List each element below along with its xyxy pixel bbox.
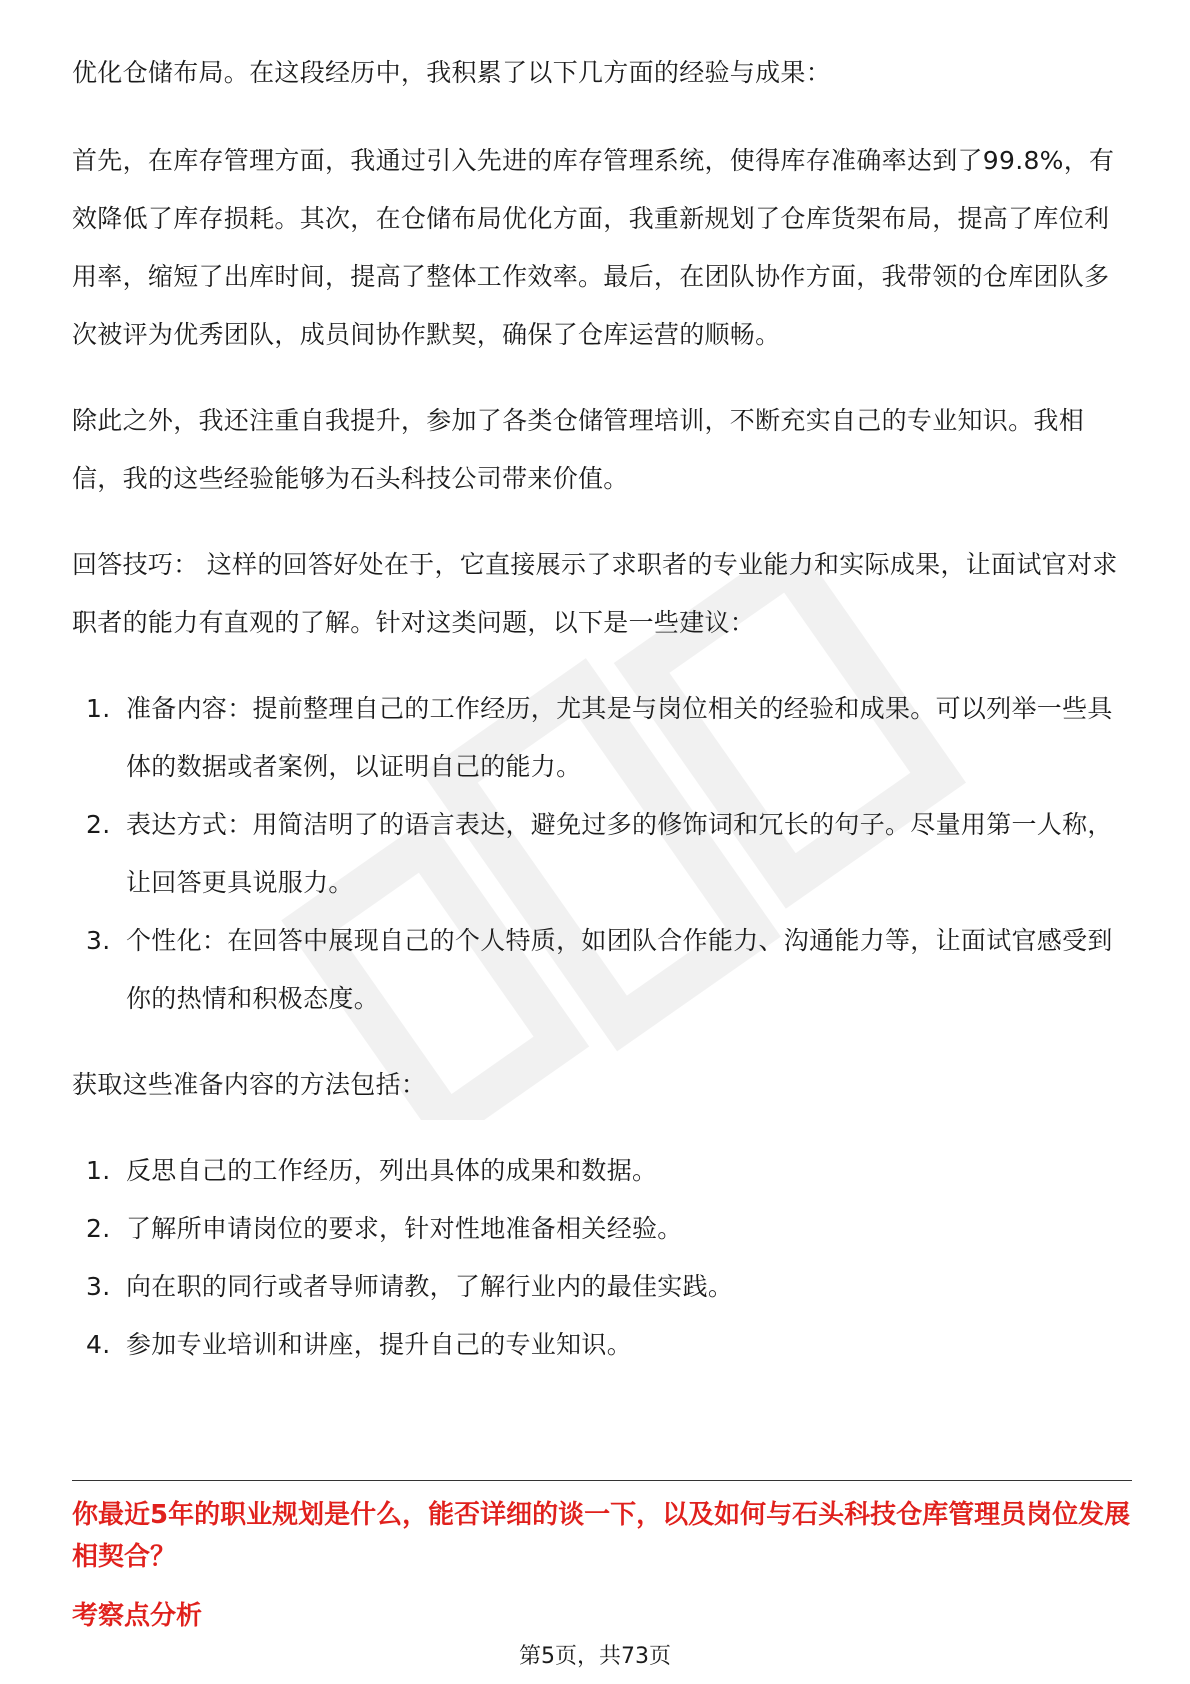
analysis-section-heading: 考察点分析: [72, 1601, 203, 1631]
tips-list: [72, 680, 1132, 1028]
list-item: [72, 680, 1132, 796]
list-item: [72, 912, 1132, 1028]
tips-intro-paragraph: 回答技巧： 这样的回答好处在于，它直接展示了求职者的专业能力和实际成果，让面试官对求职者的能力有直观的了解。针对这类问题，以下是一些建议：: [72, 550, 1118, 637]
list-item-number: 3.: [86, 926, 111, 955]
list-item-text: 个性化：在回答中展现自己的个人特质，如团队合作能力、沟通能力等，让面试官感受到你的热情和积极态度。: [126, 926, 1113, 1013]
list-item-text: 准备内容：提前整理自己的工作经历，尤其是与岗位相关的经验和成果。可以列举一些具体的数据或者案例，以证明自己的能力。: [126, 694, 1113, 781]
list-item-text: 向在职的同行或者导师请教，了解行业内的最佳实践。: [126, 1272, 734, 1301]
list-item: [72, 796, 1132, 912]
list-item: [72, 1316, 1132, 1374]
page-number-footer: 第5页，共73页: [519, 1644, 671, 1669]
list-item-text: 反思自己的工作经历，列出具体的成果和数据。: [126, 1156, 658, 1185]
interview-question-heading: 你最近5年的职业规划是什么，能否详细的谈一下，以及如何与石头科技仓库管理员岗位发展相契合？: [72, 1500, 1131, 1572]
list-item: [72, 1142, 1132, 1200]
experience-paragraph: 首先，在库存管理方面，我通过引入先进的库存管理系统，使得库存准确率达到了99.8%，有效降低了库存损耗。其次，在仓储布局优化方面，我重新规划了仓库货架布局，提高了库位利用率，缩短了出库时间，提高了整体工作效率。最后，在团队协作方面，我带领的仓库团队多次被评为优秀团队，成员间协作默契，确保了仓库运营的顺畅。: [72, 146, 1115, 349]
methods-intro-paragraph: 获取这些准备内容的方法包括：: [72, 1070, 427, 1099]
list-item-text: 表达方式：用简洁明了的语言表达，避免过多的修饰词和冗长的句子。尽量用第一人称，让回答更具说服力。: [126, 810, 1113, 897]
list-item-number: 4.: [86, 1330, 111, 1359]
list-item-text: 参加专业培训和讲座，提升自己的专业知识。: [126, 1330, 633, 1359]
section-divider: [72, 1480, 1132, 1481]
list-item-text: 了解所申请岗位的要求，针对性地准备相关经验。: [126, 1214, 683, 1243]
list-item-number: 3.: [86, 1272, 111, 1301]
list-item-number: 2.: [86, 1214, 111, 1243]
list-item-number: 2.: [86, 810, 111, 839]
self-improvement-paragraph: 除此之外，我还注重自我提升，参加了各类仓储管理培训，不断充实自己的专业知识。我相信，我的这些经验能够为石头科技公司带来价值。: [72, 406, 1085, 493]
methods-list: [72, 1142, 1132, 1374]
list-item: [72, 1200, 1132, 1258]
main-content: [72, 44, 1132, 1402]
intro-paragraph: 优化仓储布局。在这段经历中，我积累了以下几方面的经验与成果：: [72, 58, 832, 87]
list-item-number: 1.: [86, 694, 111, 723]
list-item: [72, 1258, 1132, 1316]
list-item-number: 1.: [86, 1156, 111, 1185]
